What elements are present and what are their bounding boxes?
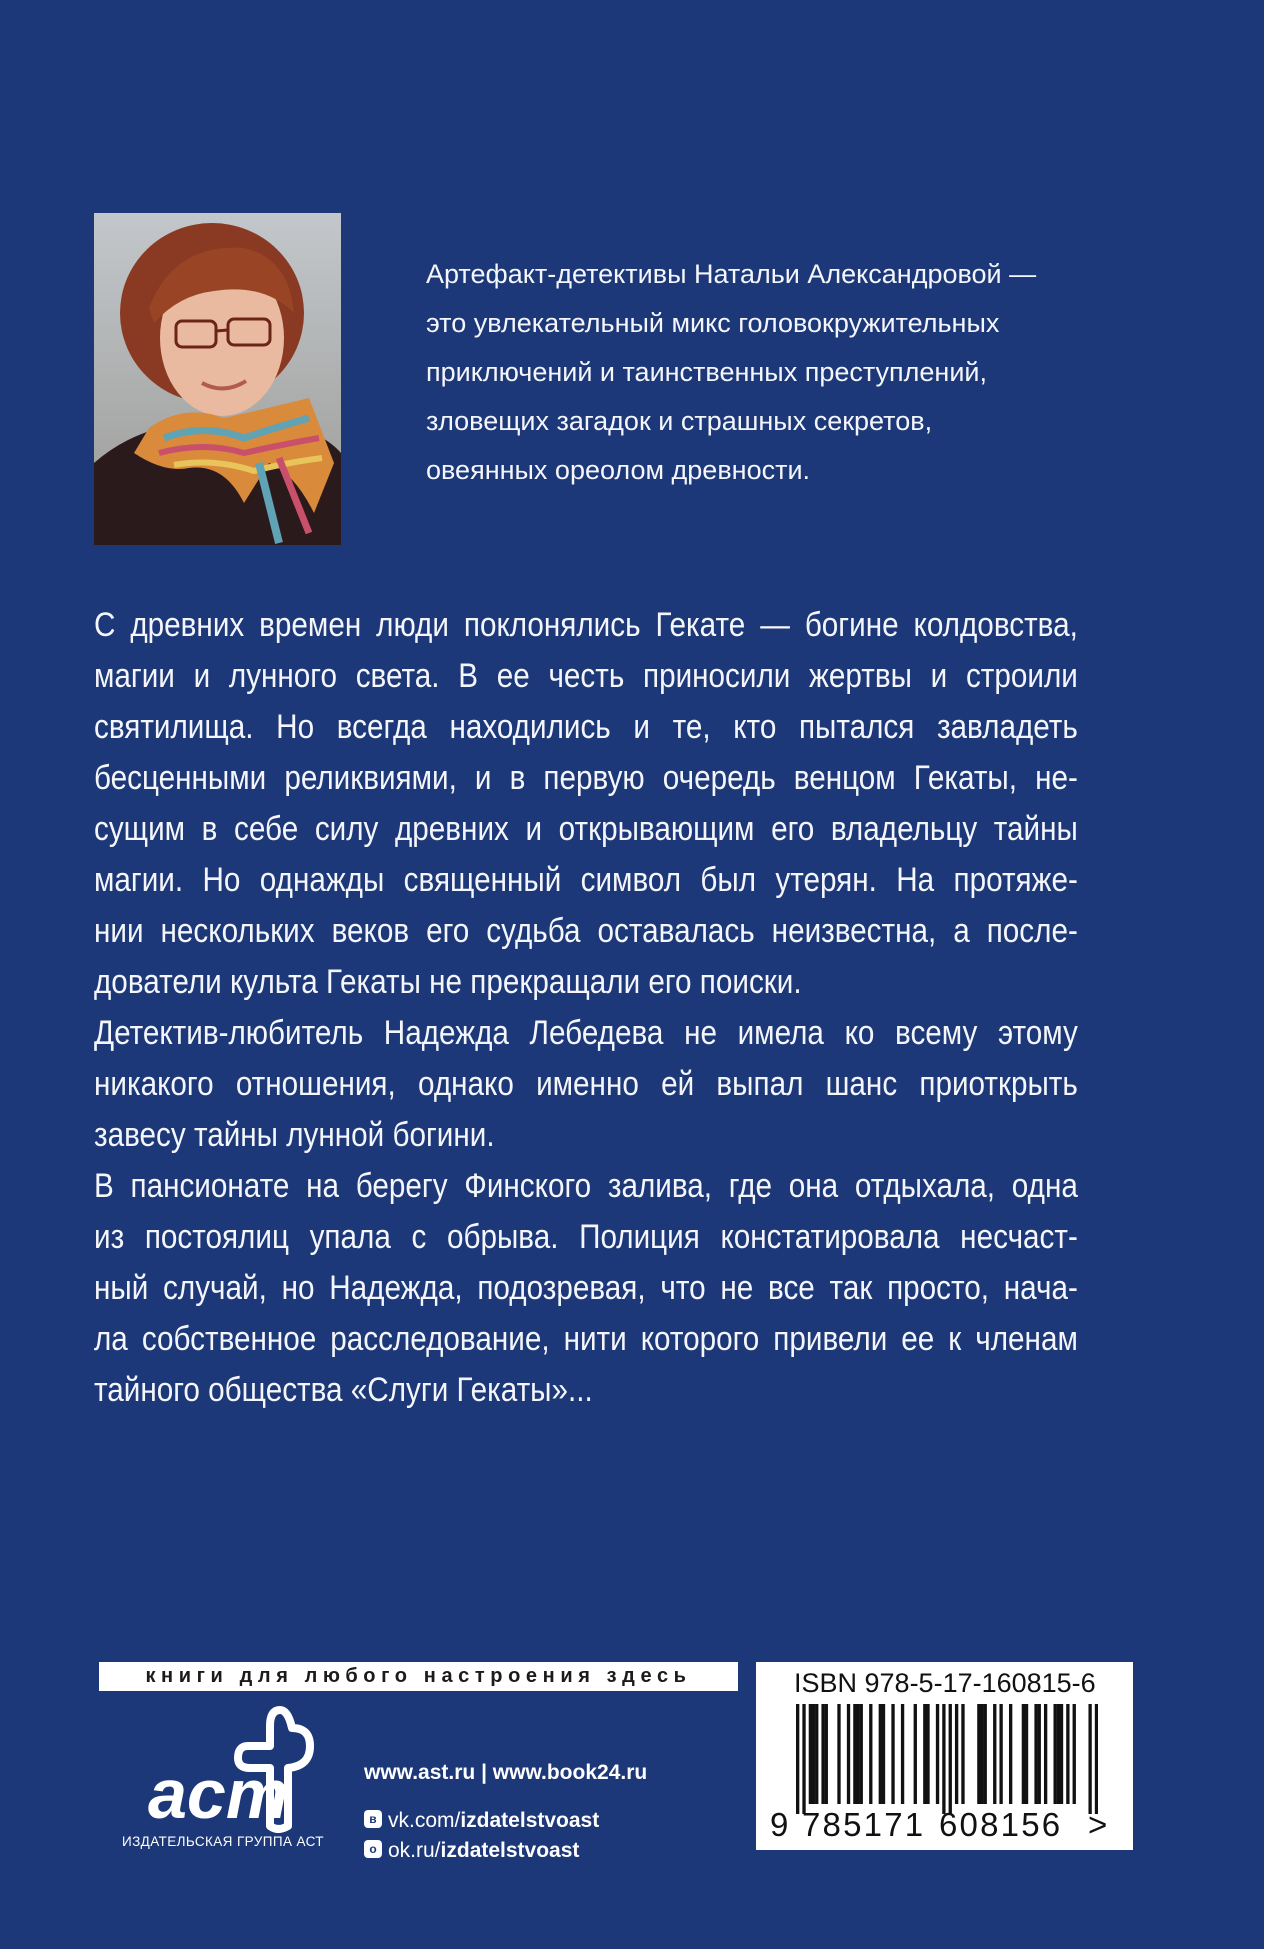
isbn-text: ISBN 978-5-17-160815-6: [794, 1668, 1096, 1698]
barcode-bar: [802, 1704, 805, 1814]
barcode-bar: [961, 1704, 964, 1804]
barcode-bar: [1025, 1704, 1028, 1804]
barcode-bar: [942, 1704, 945, 1814]
barcode-bar: [815, 1704, 818, 1804]
barcode-bar: [796, 1704, 799, 1814]
annotation-line: В пансионате на берегу Финского залива, где она отдыхала, одна: [94, 1167, 1078, 1205]
barcode-digit-first: 9: [770, 1806, 789, 1843]
barcode-bar: [1057, 1704, 1060, 1804]
vk-link[interactable]: [364, 1806, 647, 1836]
annotation-line: дователи культа Гекаты не прекращали его поиски.: [94, 963, 802, 1001]
barcode-bar: [984, 1704, 987, 1804]
blurb-line: это увлекательный микс головокружительных: [426, 308, 1000, 338]
barcode-bar: [949, 1704, 952, 1814]
barcode-bar: [856, 1704, 859, 1804]
isbn-barcode: [756, 1662, 1133, 1850]
annotation-line: ный случай, но Надежда, подозревая, что не все так просто, нача-: [94, 1269, 1078, 1307]
barcode-bar: [980, 1704, 983, 1804]
author-portrait-icon: [94, 213, 341, 545]
annotation-line: из постоялиц упала с обрыва. Полиция констатировала несчаст-: [94, 1218, 1078, 1256]
barcode-bar: [825, 1704, 828, 1804]
barcode-bar: [914, 1704, 917, 1804]
ok-link[interactable]: [364, 1836, 647, 1866]
barcode-bar: [923, 1704, 926, 1804]
barcode-bar: [869, 1704, 872, 1804]
annotation-line: сущим в себе силу древних и открывающим его владельцу тайны: [94, 810, 1078, 848]
barcode-bar: [1095, 1704, 1098, 1814]
vk-handle: izdatelstvoast: [460, 1809, 600, 1832]
vk-icon: в: [364, 1810, 382, 1828]
barcode-bar: [837, 1704, 840, 1804]
barcode-bar: [1066, 1704, 1069, 1804]
barcode-bar: [1038, 1704, 1041, 1804]
barcode-bar: [901, 1704, 904, 1804]
barcode-bar: [891, 1704, 894, 1804]
barcode-bar: [1034, 1704, 1037, 1804]
barcode-bar: [1053, 1704, 1056, 1804]
book-annotation: [94, 600, 1078, 1416]
annotation-line: тайного общества «Слуги Гекаты»...: [94, 1371, 593, 1409]
author-blurb: [426, 250, 1106, 495]
barcode-bar: [821, 1704, 824, 1804]
annotation-line: ла собственное расследование, нити которого привели ее к членам: [94, 1320, 1078, 1358]
tagline-banner: книги для любого настроения здесь: [99, 1662, 738, 1691]
annotation-line: никакого отношения, однако именно ей выпал шанс приоткрыть: [94, 1065, 1078, 1103]
ast-logo-icon: [120, 1706, 330, 1836]
logo-caption: ИЗДАТЕЛЬСКАЯ ГРУППА АСТ: [122, 1834, 324, 1849]
barcode-bar: [926, 1704, 929, 1804]
annotation-line: Детектив-любитель Надежда Лебедева не имела ко всему этому: [94, 1014, 1078, 1052]
barcode-bar: [1022, 1704, 1025, 1804]
annotation-line: магии и лунного света. В ее честь приносили жертвы и строили: [94, 657, 1078, 695]
barcode-bars: [796, 1704, 1098, 1814]
barcode-bar: [1073, 1704, 1076, 1804]
logo-text: аст: [148, 1755, 289, 1833]
blurb-line: овеянных ореолом древности.: [426, 455, 811, 485]
barcode-bar: [1088, 1704, 1091, 1814]
blurb-line: приключений и таинственных преступлений,: [426, 357, 988, 387]
vk-prefix: vk.com/: [388, 1809, 461, 1832]
annotation-line: С древних времен люди поклонялись Гекате — богине колдовства,: [94, 606, 1078, 644]
barcode-bar: [879, 1704, 882, 1804]
annotation-line: магии. Но однажды священный символ был утерян. На протяже-: [94, 861, 1078, 899]
author-photo: [94, 213, 341, 545]
barcode-bar: [936, 1704, 939, 1804]
barcode-arrow: >: [1088, 1806, 1108, 1843]
blurb-line: Артефакт-детективы Натальи Александровой —: [426, 259, 1037, 289]
barcode-bar: [1009, 1704, 1012, 1804]
barcode-bar: [847, 1704, 850, 1804]
barcode-digits-left: 785171: [802, 1806, 926, 1843]
barcode-bar: [809, 1704, 812, 1804]
barcode-bar: [853, 1704, 856, 1804]
annotation-line: бесценными реликвиями, и в первую очередь венцом Гекаты, не-: [94, 759, 1078, 797]
barcode-bar: [977, 1704, 980, 1804]
barcode-bar: [882, 1704, 885, 1804]
website-links[interactable]: www.ast.ru | www.book24.ru: [364, 1761, 648, 1784]
blurb-line: зловещих загадок и страшных секретов,: [426, 406, 933, 436]
barcode-bar: [955, 1704, 958, 1804]
barcode-bar: [999, 1704, 1002, 1804]
ok-handle: izdatelstvoast: [440, 1839, 580, 1862]
annotation-line: завесу тайны лунной богини.: [94, 1116, 495, 1154]
annotation-line: нии нескольких веков его судьба оставалась неизвестна, а после-: [94, 912, 1078, 950]
barcode-bar: [860, 1704, 863, 1804]
ok-icon: о: [364, 1840, 382, 1858]
barcode-digits-right: 608156: [939, 1806, 1063, 1843]
barcode-bar: [1044, 1704, 1047, 1804]
annotation-line: святилища. Но всегда находились и те, кто пытался завладеть: [94, 708, 1078, 746]
barcode-bar: [812, 1704, 815, 1804]
barcode-bar: [1060, 1704, 1063, 1804]
ok-prefix: ok.ru/: [388, 1839, 441, 1862]
publisher-links: [364, 1758, 647, 1866]
barcode-bar: [993, 1704, 996, 1804]
